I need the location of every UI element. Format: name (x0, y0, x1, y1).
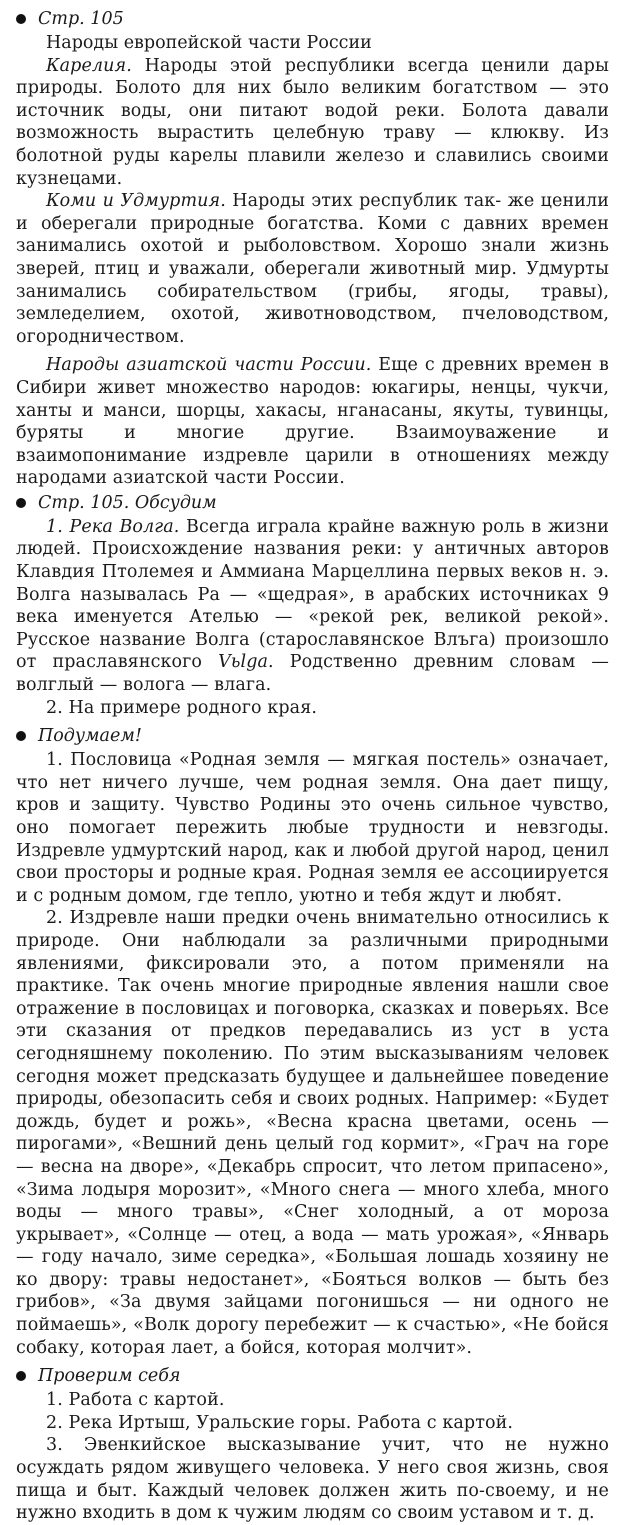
section-heading-text: Проверим себя (38, 1366, 181, 1387)
section-heading-text: Стр. 105 (38, 9, 124, 29)
paragraph (16, 749, 609, 907)
paragraph (16, 190, 609, 348)
bullet-icon (16, 498, 26, 508)
paragraph (16, 1434, 609, 1524)
paragraph-text: Народы этих республик так- же ценили и оберегали природные богатства. Коми с давних времен занимались охотой и рыболовством. Хорошо знали жизнь зверей, птиц и уважали, оберегали животный мир. Удмурты занимались собирательством (грибы, ягоды, травы), земледелием, охотой, животноводством, пчеловодством, огородничеством. (16, 191, 609, 347)
section-title: Народы европейской части России (46, 33, 372, 53)
bullet-icon (16, 14, 26, 24)
paragraph-text: Еще с древних времен в Сибири живет множество народов: юкагиры, ненцы, чукчи, ханты и манси, шорцы, хакасы, нганасаны, якуты, тувинцы, буряты и многие другие. Взаимоуважение и взаимопонимание издревле царили в отношениях между народами азиатской части России. (16, 355, 609, 489)
paragraph-text: 2. Издревле наши предки очень внимательно относились к природе. Они наблюдали за различными природными явлениями, фиксировали это, а потом применяли на практике. Так очень многие природные явления нашли свое отражение в пословицах и поговорка, сказках и поверьях. Все эти сказания от предков передавались из уст в уста сегодняшнему поколению. По этим высказываниям человек сегодня может предсказать будущее и дальнейшее поведение природы, обезопасить себя и своих родных. Например: «Будет дождь, будет и рожь», «Весна красна цветами, осень — пирогами», «Вешний день целый год кормит», «Грач на горе — весна на дворе», «Декабрь спросит, что летом припасено», «Зима лодыря морозит», «Много снега — много хлеба, много воды — много травы», «Снег холодный, а от мороза укрывает», «Солнце — отец, а вода — мать урожая», «Январь — году начало, зиме середка», «Большая лошадь хозяину не ко двору: травы недостанет», «Бояться волков — быть без грибов», «За двумя зайцами погонишься — ни одного не поймаешь», «Волк дорогу перебежит — к счастью», «Не бойся собаку, которая лает, а бойся, которая молчит». (16, 908, 609, 1358)
paragraph (16, 697, 609, 720)
paragraph-text: 3. Эвенкийское высказывание учит, что не нужно осуждать рядом живущего человека. У него своя жизнь, своя пища и быт. Каждый человек должен жить по-своему, и не нужно входить в дом к чужим людям со своим уставом и т. д. (16, 1435, 609, 1524)
paragraph-text: Народы этой республики всегда ценили дары природы. Болото для них было великим богатством — это источник воды, они питают водой реки. Болота давали возможность вырастить целебную траву — клюкву. Из болотной руды карелы плавили железо и славились своими кузнецами. (16, 55, 609, 189)
paragraph-text: Всегда играла крайне важную роль в жизни людей. Происхождение названия реки: у античных авторов Клавдия Птолемея и Аммиана Марцеллина первых веков н. э. Волга называлась Ра — «щедрая», в арабских источниках 9 века именуется Ателью — «рекой рек, великой рекой». Русское название Волга (старославянское Влъга) произошло от праславянского (16, 516, 609, 673)
bullet-icon (16, 1371, 26, 1381)
paragraph-text-2: . Родственно древним словам — волглый — волога — влага. (16, 652, 609, 696)
bullet-icon (16, 731, 26, 741)
section-heading (16, 490, 609, 516)
paragraph-lead: Карелия. (46, 55, 132, 76)
paragraph-text: 1. Пословица «Родная земля — мягкая постель» означает, что нет ничего лучше, чем родная земля. Она дает пищу, кров и защиту. Чувство Родины это очень сильное чувство, оно помогает пережить любые трудности и невзгоды. Издревле удмуртский народ, как и любой другой народ, ценил свои просторы и родные края. Родная земля ее ассоциируется и с родным домом, где тепло, уютно и тебя ждут и любят. (16, 750, 609, 906)
section-heading (16, 1363, 609, 1389)
section-heading (16, 6, 609, 32)
section-heading-text: Стр. 105. Обсудим (38, 492, 217, 513)
paragraph-text: 2. На примере родного края. (46, 697, 317, 718)
paragraph-lead: Народы азиатской части России. (46, 355, 372, 376)
paragraph-text: 1. Работа с картой. (46, 1390, 225, 1411)
paragraph-lead-2: Vьlga (218, 652, 269, 673)
section-heading-text: Подумаем! (38, 726, 142, 747)
paragraph-lead: Коми и Удмуртия. (46, 191, 226, 212)
paragraph-lead: 1. Река Волга. (46, 516, 180, 537)
paragraph (16, 354, 609, 490)
section-heading (16, 723, 609, 749)
paragraph-text: 2. Река Иртыш, Уральские горы. Работа с картой. (46, 1412, 514, 1433)
paragraph (16, 1412, 609, 1435)
paragraph (16, 516, 609, 697)
paragraph (16, 1389, 609, 1412)
paragraph (16, 907, 609, 1359)
paragraph (16, 55, 609, 191)
